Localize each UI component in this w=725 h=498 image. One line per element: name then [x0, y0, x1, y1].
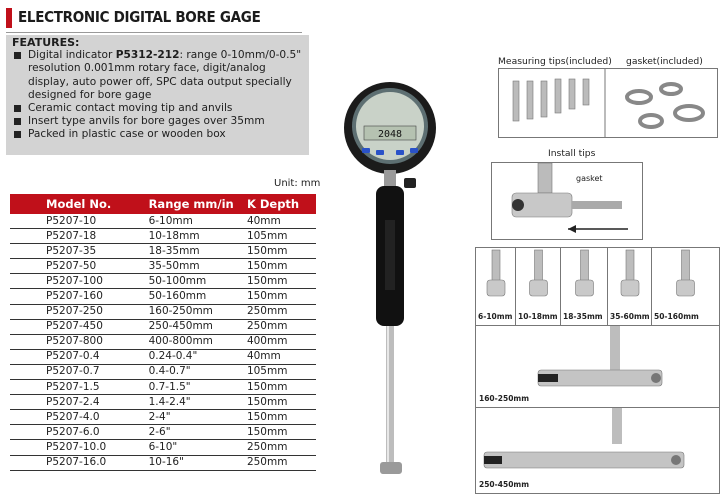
range-cell: 160-250mm [145, 304, 243, 319]
model-cell: P5207-10.0 [10, 440, 145, 455]
title-underline [6, 32, 302, 33]
square-bullet-icon [14, 118, 21, 125]
size-panel [475, 247, 517, 327]
table-header-row [10, 194, 316, 214]
depth-cell: 150mm [243, 274, 316, 289]
depth-cell: 40mm [243, 349, 316, 364]
measuring-tips-image [499, 69, 717, 137]
panel-250-450 [475, 407, 720, 494]
model-cell: P5207-50 [10, 259, 145, 274]
install-tips-image [492, 163, 642, 239]
size-caption: 10-18mm [518, 312, 558, 321]
range-cell: 250-450mm [145, 319, 243, 334]
page-title: ELECTRONIC DIGITAL BORE GAGE [18, 8, 261, 26]
table-row [10, 319, 316, 334]
model-cell: P5207-160 [10, 289, 145, 304]
tip-photo-image [561, 248, 608, 310]
depth-cell: 150mm [243, 425, 316, 440]
table-row [10, 455, 316, 470]
model-cell: P5207-250 [10, 304, 145, 319]
feature-item: Packed in plastic case or wooden box [12, 128, 305, 141]
install-tips-panel [491, 162, 643, 240]
depth-cell: 250mm [243, 319, 316, 334]
table-row [10, 274, 316, 289]
table-row [10, 259, 316, 274]
spec-table [10, 194, 316, 471]
table-row [10, 304, 316, 319]
depth-cell: 400mm [243, 334, 316, 349]
unit-label: Unit: mm [274, 178, 321, 189]
model-cell: P5207-18 [10, 229, 145, 244]
tip-photo-image [476, 248, 516, 310]
size-caption: 6-10mm [478, 312, 513, 321]
features-list [6, 49, 309, 141]
gauge-readout: 2048 [377, 129, 403, 140]
table-row [10, 289, 316, 304]
range-cell: 10-16" [145, 455, 243, 470]
size-caption: 35-60mm [610, 312, 650, 321]
table-row [10, 410, 316, 425]
range-cell: 400-800mm [145, 334, 243, 349]
model-cell: P5207-1.5 [10, 380, 145, 395]
range-cell: 2-6" [145, 425, 243, 440]
range-cell: 6-10mm [145, 214, 243, 229]
depth-cell: 150mm [243, 380, 316, 395]
gasket-label: gasket(included) [626, 56, 703, 67]
depth-cell: 150mm [243, 259, 316, 274]
feature-item: Digital indicator P5312-212: range 0-10mm/0-0.5" resolution 0.001mm rotary face, digit/analog display, auto power off, SPC data output specially designed for bore gage [12, 49, 305, 102]
depth-cell: 250mm [243, 440, 316, 455]
bore-gage-illustration [330, 80, 450, 480]
table-row [10, 380, 316, 395]
square-bullet-icon [14, 105, 21, 112]
model-cell: P5207-800 [10, 334, 145, 349]
header-model: Model No. [10, 194, 145, 214]
model-cell: P5207-16.0 [10, 455, 145, 470]
range-cell: 0.24-0.4" [145, 349, 243, 364]
depth-cell: 40mm [243, 214, 316, 229]
model-cell: P5207-0.7 [10, 364, 145, 379]
table-row [10, 214, 316, 229]
gasket-pointer-label: gasket [576, 174, 603, 183]
size-panel [607, 247, 653, 327]
panel-160-250 [475, 325, 720, 409]
model-cell: P5207-0.4 [10, 349, 145, 364]
range-cell: 2-4" [145, 410, 243, 425]
tip-photo-image [652, 248, 719, 310]
title-bar [6, 6, 302, 30]
tip-photo-image [516, 248, 561, 310]
depth-cell: 105mm [243, 229, 316, 244]
header-depth: K Depth [243, 194, 316, 214]
table-row [10, 364, 316, 379]
table-row [10, 440, 316, 455]
depth-cell: 150mm [243, 289, 316, 304]
square-bullet-icon [14, 131, 21, 138]
features-box [6, 35, 309, 155]
title-accent-bar [6, 8, 12, 28]
model-cell: P5207-35 [10, 244, 145, 259]
size-caption: 18-35mm [563, 312, 603, 321]
size-panel [515, 247, 562, 327]
table-row [10, 425, 316, 440]
depth-cell: 105mm [243, 364, 316, 379]
spec-table-body [10, 214, 316, 470]
size-panel [651, 247, 720, 327]
size-panel [560, 247, 609, 327]
model-cell: P5207-2.4 [10, 395, 145, 410]
table-row [10, 395, 316, 410]
range-cell: 18-35mm [145, 244, 243, 259]
model-cell: P5207-100 [10, 274, 145, 289]
model-cell: P5207-6.0 [10, 425, 145, 440]
feature-item: Ceramic contact moving tip and anvils [12, 102, 305, 115]
depth-cell: 150mm [243, 244, 316, 259]
size-caption: 50-160mm [654, 312, 699, 321]
range-cell: 0.7-1.5" [145, 380, 243, 395]
range-cell: 0.4-0.7" [145, 364, 243, 379]
range-cell: 1.4-2.4" [145, 395, 243, 410]
square-bullet-icon [14, 52, 21, 59]
depth-cell: 250mm [243, 455, 316, 470]
table-row [10, 229, 316, 244]
accessories-panel [498, 68, 718, 138]
model-cell: P5207-450 [10, 319, 145, 334]
header-range: Range mm/in [145, 194, 243, 214]
tip-photo-image [608, 248, 652, 310]
range-cell: 35-50mm [145, 259, 243, 274]
table-row [10, 349, 316, 364]
model-cell: P5207-4.0 [10, 410, 145, 425]
depth-cell: 150mm [243, 410, 316, 425]
table-row [10, 244, 316, 259]
model-cell: P5207-10 [10, 214, 145, 229]
caption-250-450: 250-450mm [479, 480, 530, 489]
install-tips-label: Install tips [548, 148, 596, 159]
range-cell: 50-100mm [145, 274, 243, 289]
feature-item: Insert type anvils for bore gages over 35mm [12, 115, 305, 128]
range-cell: 6-10" [145, 440, 243, 455]
table-row [10, 334, 316, 349]
range-cell: 50-160mm [145, 289, 243, 304]
measuring-tips-label: Measuring tips(included) [498, 56, 612, 67]
depth-cell: 250mm [243, 304, 316, 319]
depth-cell: 150mm [243, 395, 316, 410]
range-cell: 10-18mm [145, 229, 243, 244]
caption-160-250: 160-250mm [479, 394, 530, 403]
features-heading: FEATURES: [12, 36, 80, 49]
